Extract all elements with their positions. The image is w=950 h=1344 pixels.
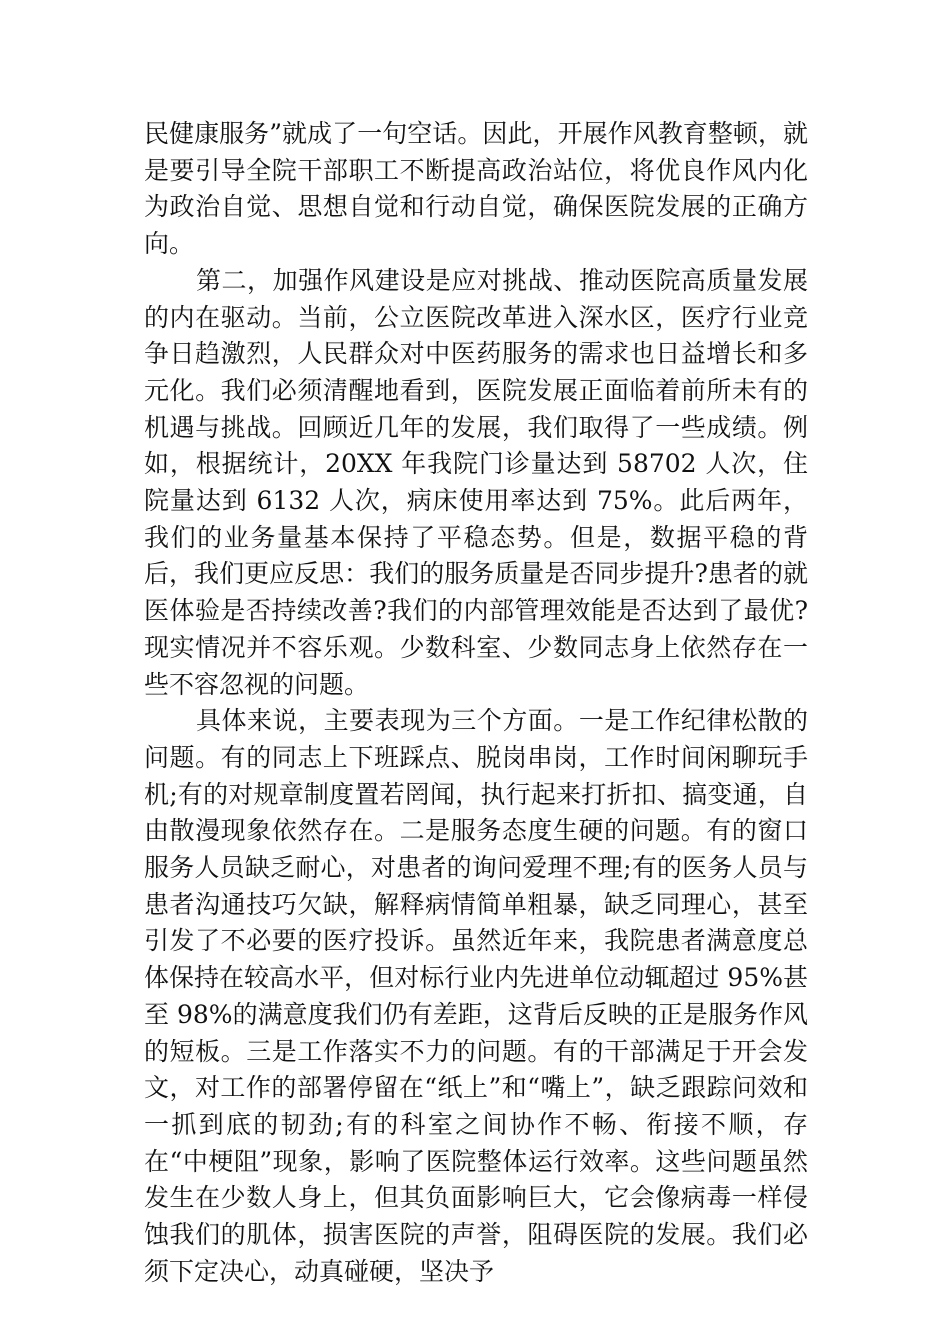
paragraph-specific-issues: 具体来说，主要表现为三个方面。一是工作纪律松散的问题。有的同志上下班踩点、脱岗串岗，工作时间闲聊玩手机;有的对规章制度置若罔闻，执行起来打折扣、搞变通，自由散漫现象依然存在。二是服务态度生硬的问题。有的窗口服务人员缺乏耐心，对患者的询问爱理不理;有的医务人员与患者沟通技巧欠缺，解释病情简单粗暴，缺乏同理心，甚至引发了不必要的医疗投诉。虽然近年来，我院患者满意度总体保持在较高水平，但对标行业内先进单位动辄超过 95%甚至 98%的满意度我们仍有差距，这背后反映的正是服务作风的短板。三是工作落实不力的问题。有的干部满足于开会发文，对工作的部署停留在“纸上”和“嘴上”，缺乏跟踪问效和一抓到底的韧劲;有的科室之间协作不畅、衔接不顺，存在“中梗阻”现象，影响了医院整体运行效率。这些问题虽然发生在少数人身上，但其负面影响巨大，它会像病毒一样侵蚀我们的肌体，损害医院的声誉，阻碍医院的发展。我们必须下定决心，动真碰硬，坚决予 [144,706,808,1286]
paragraph-second-point: 第二，加强作风建设是应对挑战、推动医院高质量发展的内在驱动。当前，公立医院改革进入深水区，医疗行业竞争日趋激烈，人民群众对中医药服务的需求也日益增长和多元化。我们必须清醒地看到，医院发展正面临着前所未有的机遇与挑战。回顾近几年的发展，我们取得了一些成绩。例如，根据统计，20XX 年我院门诊量达到 58702 人次，住院量达到 6132 人次，病床使用率达到 75%。此后两年，我们的业务量基本保持了平稳态势。但是，数据平稳的背后，我们更应反思：我们的服务质量是否同步提升?患者的就医体验是否持续改善?我们的内部管理效能是否达到了最优?现实情况并不容乐观。少数科室、少数同志身上依然存在一些不容忽视的问题。 [144,265,808,699]
paragraph-continuation: 民健康服务”就成了一句空话。因此，开展作风教育整顿，就是要引导全院干部职工不断提高政治站位，将优良作风内化为政治自觉、思想自觉和行动自觉，确保医院发展的正确方向。 [144,119,808,259]
document-body [144,116,808,1291]
